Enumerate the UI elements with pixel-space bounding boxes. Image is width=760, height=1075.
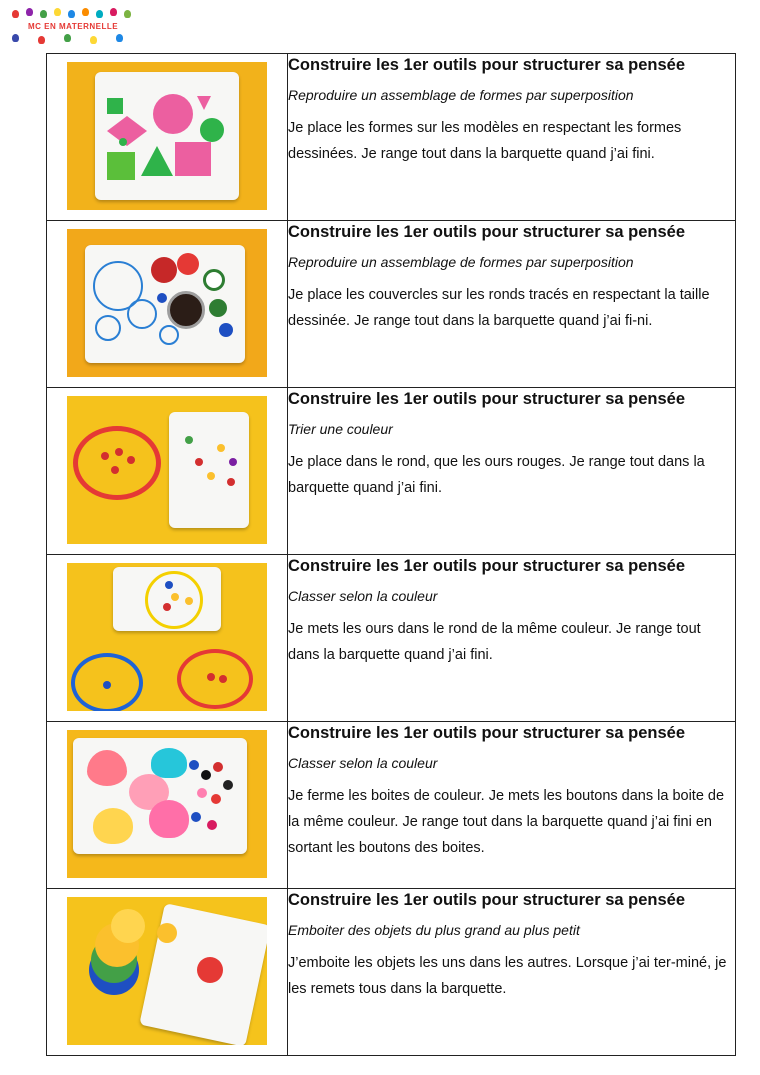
activity-subtitle: Classer selon la couleur: [288, 588, 438, 604]
activity-subtitle: Reproduire un assemblage de formes par superposition: [288, 254, 634, 270]
hand-icon: [12, 34, 19, 42]
activity-photo-cell: [47, 54, 288, 221]
activity-title: Construire les 1er outils pour structurer sa pensée: [288, 557, 686, 575]
activity-title: Construire les 1er outils pour structurer sa pensée: [288, 223, 686, 241]
activity-row: [47, 54, 736, 221]
hand-icon: [124, 10, 131, 18]
hand-icon: [116, 34, 123, 42]
activity-photo-lids: [67, 229, 267, 377]
hand-icon: [40, 10, 47, 18]
hand-icon: [64, 34, 71, 42]
hand-icon: [68, 10, 75, 18]
activity-description: Je ferme les boites de couleur. Je mets les boutons dans la boite de la même couleur. Je range tout dans la barquette quand j’ai fini en sortant les boutons des boites.: [288, 788, 725, 856]
activity-title: Construire les 1er outils pour structurer sa pensée: [288, 891, 686, 909]
activity-photo-cell: [47, 221, 288, 388]
activity-photo-color-rings: [67, 563, 267, 711]
activity-row: [47, 722, 736, 889]
activity-description: Je place les formes sur les modèles en respectant les formes dessinées. Je range tout dans la barquette quand j’ai fini.: [288, 120, 682, 162]
activity-row: [47, 889, 736, 1056]
activity-photo-shapes: [67, 62, 267, 210]
activity-text-cell: [288, 722, 736, 889]
activity-subtitle: Trier une couleur: [288, 421, 393, 437]
hand-icon: [26, 8, 33, 16]
activity-photo-heart-boxes: [67, 730, 267, 878]
logo-text: MC EN MATERNELLE: [28, 22, 119, 31]
activity-photo-cell: [47, 889, 288, 1056]
activity-row: [47, 555, 736, 722]
hand-icon: [54, 8, 61, 16]
activity-text-cell: [288, 221, 736, 388]
activity-description: J’emboite les objets les uns dans les autres. Lorsque j’ai ter-miné, je les remets tous dans la barquette.: [288, 955, 727, 997]
activity-photo-nesting-cups: [67, 897, 267, 1045]
activity-photo-cell: [47, 555, 288, 722]
activity-description: Je mets les ours dans le rond de la même couleur. Je range tout dans la barquette quand j’ai fini.: [288, 621, 701, 663]
activity-subtitle: Reproduire un assemblage de formes par superposition: [288, 87, 634, 103]
activity-text-cell: [288, 388, 736, 555]
activity-description: Je place les couvercles sur les ronds tracés en respectant la taille dessinée. Je range tout dans la barquette quand j’ai fi-ni.: [288, 287, 710, 329]
activity-subtitle: Classer selon la couleur: [288, 755, 438, 771]
activity-photo-cell: [47, 388, 288, 555]
activity-title: Construire les 1er outils pour structurer sa pensée: [288, 724, 686, 742]
activity-photo-cell: [47, 722, 288, 889]
activity-table: [46, 53, 736, 1056]
activity-photo-red-ring: [67, 396, 267, 544]
activity-row: [47, 388, 736, 555]
activity-subtitle: Emboiter des objets du plus grand au plus petit: [288, 922, 580, 938]
hand-icon: [90, 36, 97, 44]
hand-icon: [12, 10, 19, 18]
activity-title: Construire les 1er outils pour structurer sa pensée: [288, 56, 686, 74]
activity-row: [47, 221, 736, 388]
activity-text-cell: [288, 54, 736, 221]
hand-icon: [82, 8, 89, 16]
hand-icon: [96, 10, 103, 18]
site-logo: [8, 6, 136, 44]
activity-text-cell: [288, 555, 736, 722]
hand-icon: [110, 8, 117, 16]
hand-icon: [38, 36, 45, 44]
activity-title: Construire les 1er outils pour structurer sa pensée: [288, 390, 686, 408]
activity-description: Je place dans le rond, que les ours rouges. Je range tout dans la barquette quand j’ai fini.: [288, 454, 705, 496]
activity-text-cell: [288, 889, 736, 1056]
